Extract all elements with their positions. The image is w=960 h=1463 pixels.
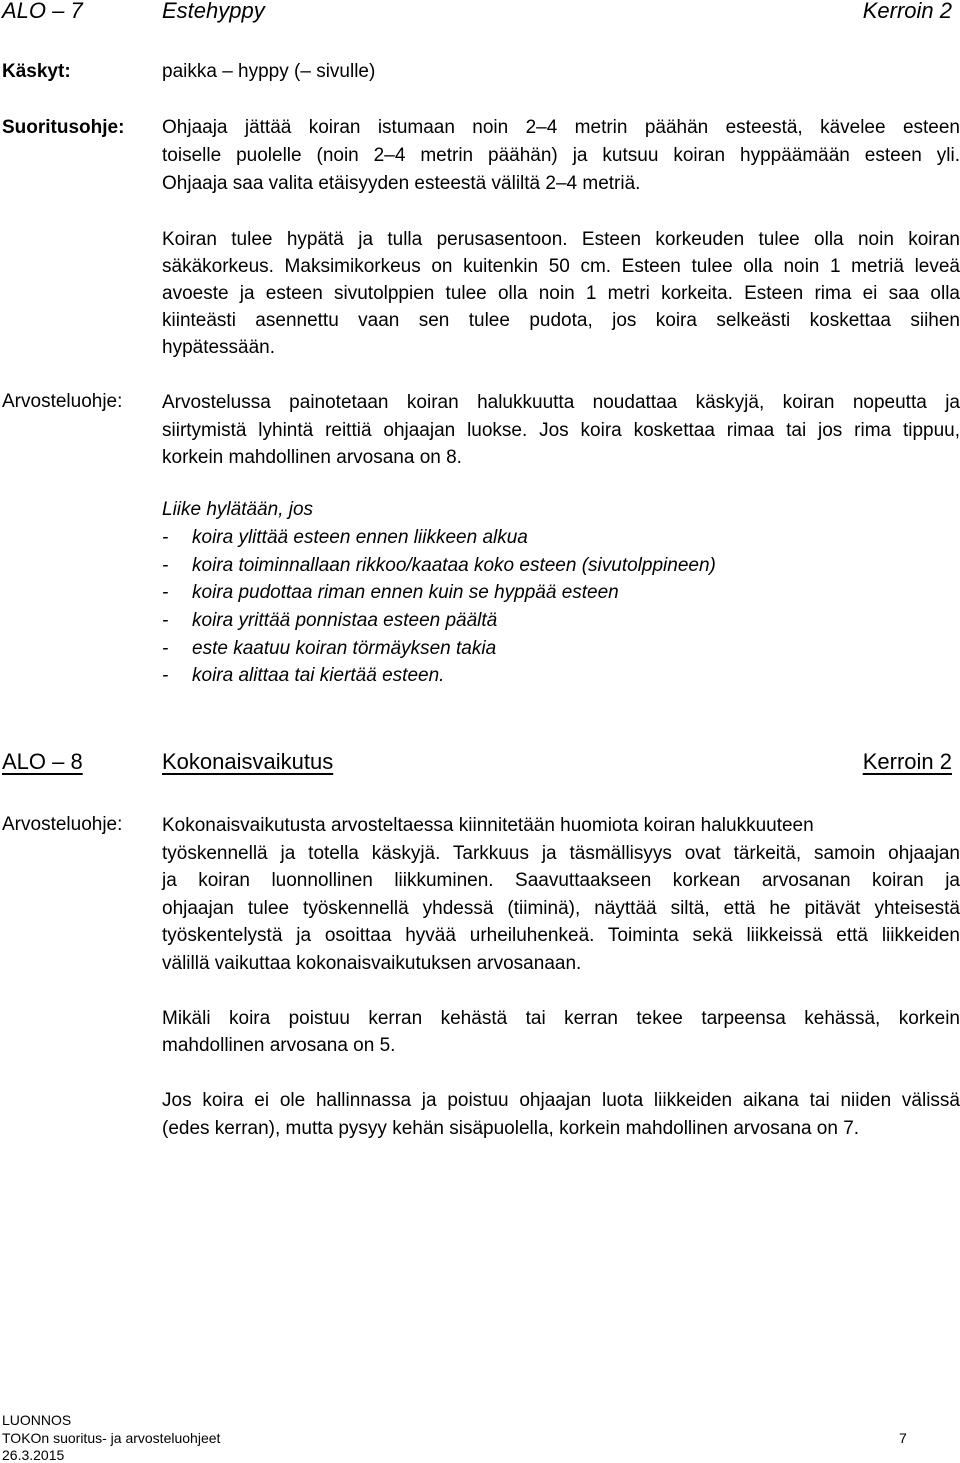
rejection-item: koira toiminnallaan rikkoo/kaataa koko esteen (sivutolppineen) [192, 555, 716, 576]
dash-bullet: - [162, 527, 169, 548]
footer-org: LUONNOS [2, 1412, 72, 1428]
alo7-code: ALO – 7 [2, 0, 83, 23]
alo8-p1-line: Kokonaisvaikutusta arvosteltaessa kiinnitetään huomiota koiran halukkuuteen [162, 815, 814, 836]
footer-doc: TOKOn suoritus- ja arvosteluohjeet [2, 1430, 221, 1446]
evaluation-line: siirtymistä lyhintä reittiä ohjaajan luokse. Jos koira koskettaa rimaa tai jos rima tippuu, [162, 420, 960, 441]
dash-bullet: - [162, 582, 169, 603]
dash-bullet: - [162, 555, 169, 576]
alo8-p3-line: (edes kerran), mutta pysyy kehän sisäpuolella, korkein mahdollinen arvosana on 7. [162, 1118, 860, 1139]
alo8-p3-line: Jos koira ei ole hallinnassa ja poistuu ohjaajan luota liikkeiden aikana tai niiden välissä [162, 1090, 960, 1111]
rejection-item: koira ylittää esteen ennen liikkeen alkua [192, 527, 528, 548]
footer-date: 26.3.2015 [2, 1447, 65, 1463]
commands-label: Käskyt: [2, 61, 71, 82]
alo7-title: Estehyppy [162, 0, 265, 23]
dash-bullet: - [162, 665, 169, 686]
alo8-p2-line: mahdollinen arvosana on 5. [162, 1035, 396, 1056]
alo8-factor: Kerroin 2 [862, 749, 952, 774]
alo8-p1-line: ohjaajan tulee työskennellä yhdessä (tiiminä), näyttää siltä, että he pitävät yhteisestä [162, 898, 960, 919]
alo8-p1-line: välillä vaikuttaa kokonaisvaikutuksen arvosanaan. [162, 953, 582, 974]
footer-page: 7 [899, 1430, 907, 1446]
alo8-p1-line: työskentelystä ja osoittaa hyvää urheiluhenkeä. Toiminta sekä liikkeissä että liikkeiden [162, 925, 960, 946]
rejection-title: Liike hylätään, jos [162, 499, 314, 520]
rejection-item: este kaatuu koiran törmäyksen takia [192, 638, 497, 659]
evaluation-label: Arvosteluohje: [2, 391, 123, 412]
instructions-line: Ohjaaja jättää koiran istumaan noin 2–4 metrin päähän esteestä, kävelee esteen [162, 117, 960, 138]
alo8-p1-line: työskennellä ja totella käskyjä. Tarkkuus ja täsmällisyys ovat tärkeitä, samoin ohjaajan [162, 843, 960, 864]
instructions-line: hypätessään. [162, 337, 276, 358]
evaluation-line: korkein mahdollinen arvosana on 8. [162, 447, 462, 468]
dash-bullet: - [162, 610, 169, 631]
rejection-item: koira yrittää ponnistaa esteen päältä [192, 610, 498, 631]
instructions-line: toiselle puolelle (noin 2–4 metrin päähän) ja kutsuu koiran hyppäämään esteen yli. [162, 145, 960, 166]
alo8-p2-line: Mikäli koira poistuu kerran kehästä tai kerran tekee tarpeensa kehässä, korkein [162, 1008, 960, 1029]
alo7-factor: Kerroin 2 [862, 0, 952, 23]
rejection-item: koira pudottaa riman ennen kuin se hyppää esteen [192, 582, 619, 603]
instructions-line: Koiran tulee hypätä ja tulla perusasentoon. Esteen korkeuden tulee olla noin koiran [162, 229, 960, 250]
instructions-label: Suoritusohje: [2, 117, 125, 138]
alo8-evaluation-label: Arvosteluohje: [2, 814, 123, 835]
evaluation-line: Arvostelussa painotetaan koiran halukkuutta noudattaa käskyjä, koiran nopeutta ja [162, 392, 960, 413]
instructions-line: kiinteästi asennettu vaan sen tulee pudota, jos koira selkeästi koskettaa siihen [162, 310, 960, 331]
instructions-line: Ohjaaja saa valita etäisyyden esteestä väliltä 2–4 metriä. [162, 173, 641, 194]
commands-text: paikka – hyppy (– sivulle) [162, 61, 376, 82]
alo8-title: Kokonaisvaikutus [162, 749, 334, 774]
alo8-p1-line: ja koiran luonnollinen liikkuminen. Saavuttaakseen korkean arvosanan koiran ja [162, 870, 960, 891]
instructions-line: avoeste ja esteen sivutolppien tulee olla noin 1 metri korkeita. Esteen rima ei saa olla [162, 283, 960, 304]
instructions-line: säkäkorkeus. Maksimikorkeus on kuitenkin 50 cm. Esteen tulee olla noin 1 metriä leveä [162, 256, 960, 277]
alo8-code: ALO – 8 [2, 749, 83, 774]
rejection-item: koira alittaa tai kiertää esteen. [192, 665, 445, 686]
dash-bullet: - [162, 638, 169, 659]
